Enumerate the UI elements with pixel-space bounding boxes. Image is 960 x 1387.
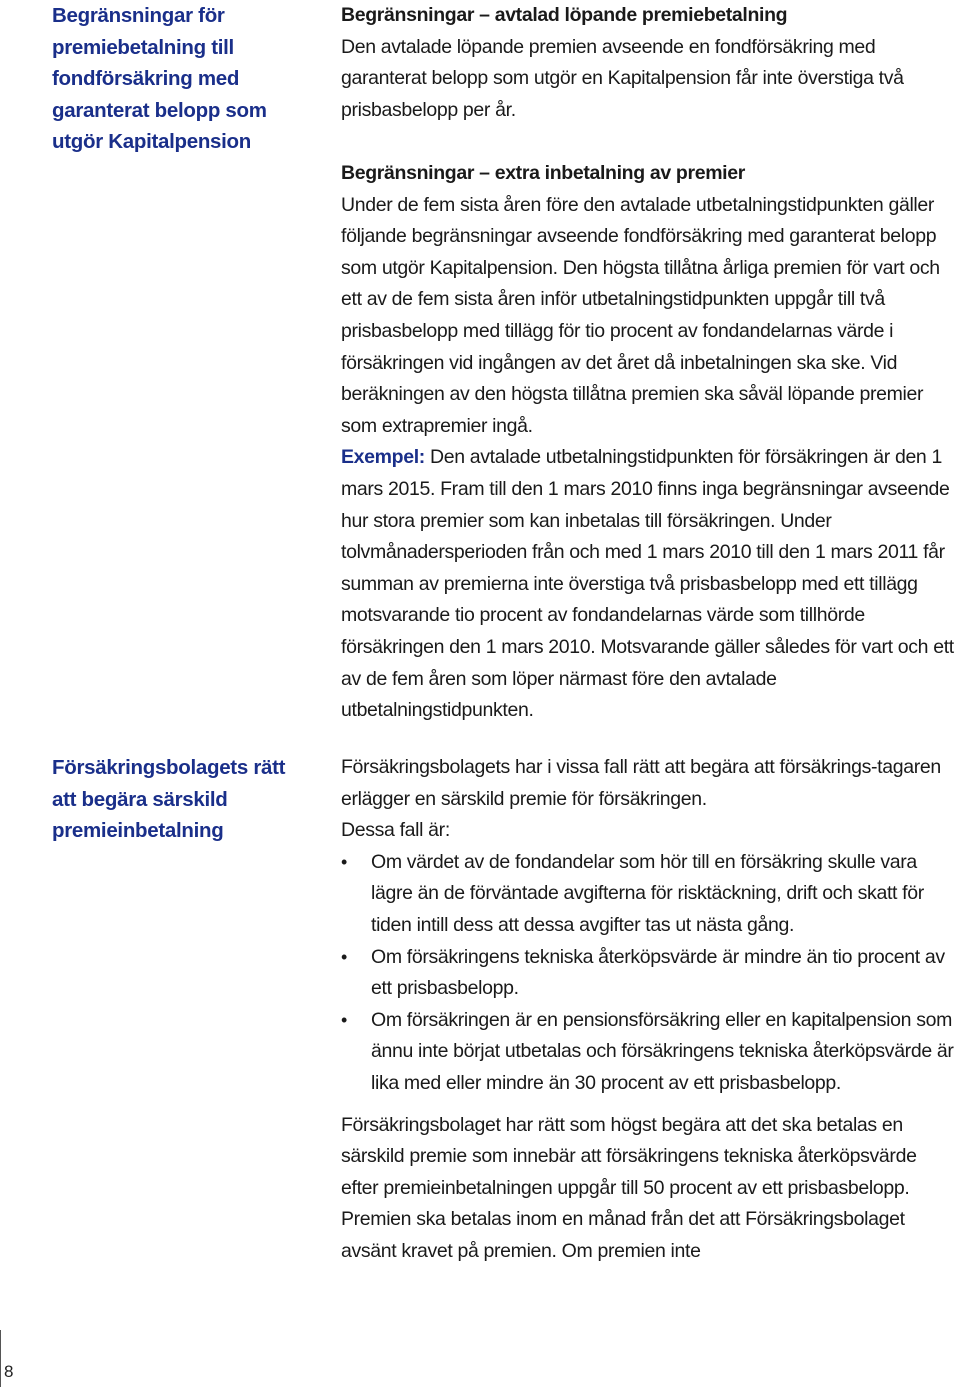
- section-title-extra-payment: Begränsningar – extra inbetalning av premier: [341, 162, 745, 184]
- section-title-regular-premium: Begränsningar – avtalad löpande premiebetalning: [341, 4, 788, 26]
- example-body: Den avtalade utbetalningstidpunkten för försäkringen är den 1 mars 2015. Fram till den 1 mars 2010 finns inga begränsningar avseende hur stora premier som kan inbetalas till försäkringen. Under tolvmånadersperioden från och med 1 mars 2010 till den 1 mars 2011 får summan av premierna inte överstiga två prisbasbelopp med ett tillägg motsvarande tio procent av fondandelarnas värde som tillhörde försäkringen den 1 mars 2010. Motsvarande gäller således för vart och ett av de fem åren som löper närmast före den avtalade utbetalningstidpunkten.: [341, 446, 954, 722]
- example-label: Exempel:: [341, 446, 425, 469]
- section-body-regular-premium: Den avtalade löpande premien avseende en fondförsäkring med garanterat belopp som utgör en Kapitalpension får inte överstiga två prisbasbelopp per år.: [341, 35, 904, 121]
- section-special-premium: [341, 752, 957, 1268]
- side-heading-limits: Begränsningar för premiebetalning till fondförsäkring med garanterat belopp som utgör Kapitalpension: [52, 4, 267, 153]
- special-premium-closing: Försäkringsbolaget har rätt som högst begära att det ska betalas en särskild premie som innebär att försäkringens tekniska återköpsvärde efter premieinbetalningen uppgår till 50 procent av ett prisbasbelopp. Premien ska betalas inom en månad från det att Försäkringsbolaget avsänt kravet på premien. Om premien inte: [341, 1113, 917, 1262]
- section-body-extra-payment: Under de fem sista åren före den avtalade utbetalningstidpunkten gäller följande begränsningar avseende fondförsäkring med garanterat belopp som utgör Kapitalpension. Den högsta tillåtna årliga premien för vart och ett av de fem sista åren inför utbetalningstidpunkten uppgår till två prisbasbelopp med tillägg för tio procent av fondandelarnas värde i försäkringen vid ingången av det året då inbetalningen ska ske. Vid beräkningen av den högsta tillåtna premien ska såväl löpande premier som extrapremier ingå.: [341, 193, 940, 437]
- page-number: 8: [4, 1362, 14, 1381]
- page-number-rule: [0, 1330, 1, 1387]
- list-item: • Om värdet av de fondandelar som hör till en försäkring skulle vara lägre än de förväntade avgifterna för risktäckning, drift och skatt för tiden intill dess att dessa avgifter tas ut nästa gång.: [341, 847, 957, 942]
- list-item: • Om försäkringen är en pensionsförsäkring eller en kapitalpension som ännu inte börjat utbetalas och försäkringens tekniska återköpsvärde är lika med eller mindre än 30 procent av ett prisbasbelopp.: [341, 1005, 957, 1100]
- section-extra-payment: [341, 158, 957, 727]
- example-paragraph: [341, 442, 957, 726]
- side-heading-special-premium: Försäkringsbolagets rätt att begära särskild premieinbetalning: [52, 756, 286, 842]
- list-item: • Om försäkringens tekniska återköpsvärde är mindre än tio procent av ett prisbasbelopp.: [341, 942, 957, 1005]
- special-premium-cases-label: Dessa fall är:: [341, 819, 450, 842]
- special-premium-intro: Försäkringsbolagets har i vissa fall rätt att begära att försäkrings-tagaren erlägger en särskild premie för försäkringen.: [341, 756, 941, 810]
- section-regular-premium: [341, 0, 957, 126]
- special-premium-cases-list: [341, 847, 957, 1100]
